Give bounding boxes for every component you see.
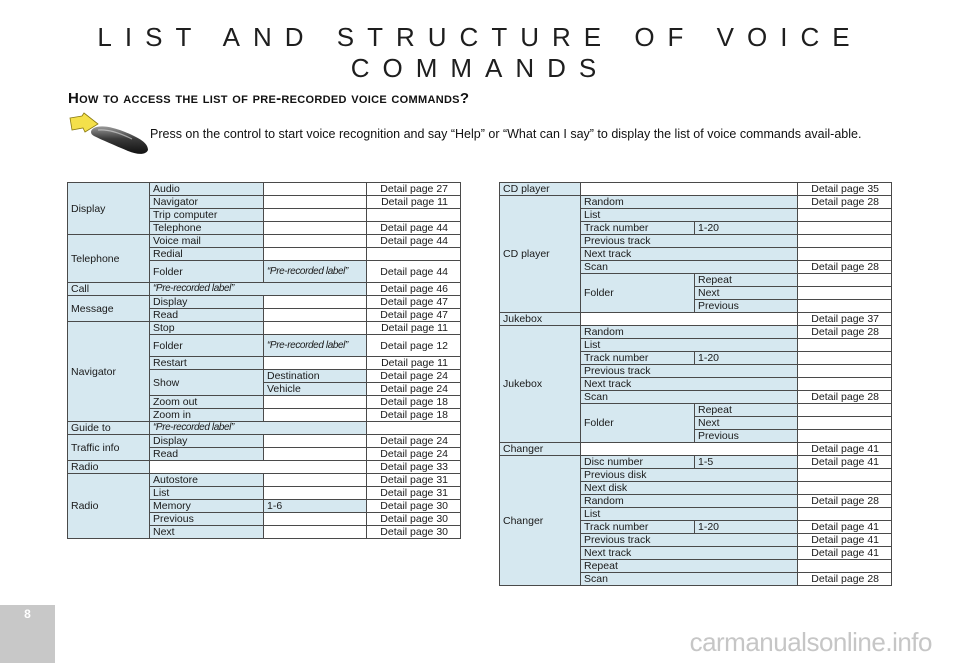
command-category: Traffic info [68,435,150,461]
command: Previous track [581,365,798,378]
detail-page-ref [798,365,892,378]
sub-command [264,248,367,261]
steering-stalk-icon [68,112,150,156]
detail-page-ref [798,417,892,430]
command: Next track [581,248,798,261]
command-category: CD player [500,183,581,196]
detail-page-ref: Detail page 33 [367,461,461,474]
sub-command [264,435,367,448]
detail-page-ref: Detail page 28 [798,573,892,586]
detail-page-ref: Detail page 28 [798,261,892,274]
sub-command [264,487,367,500]
watermark: carmanualsonline.info [689,627,932,657]
detail-page-ref: Detail page 30 [367,526,461,539]
command: Restart [150,357,264,370]
command [581,443,798,456]
table-row [500,443,892,456]
table-row [68,474,461,487]
sub-command [264,396,367,409]
command: Read [150,448,264,461]
sub-command [264,409,367,422]
command: Previous disk [581,469,798,482]
table-row [68,235,461,248]
table-row [500,456,892,469]
detail-page-ref [367,209,461,222]
command: List [581,508,798,521]
detail-page-ref: Detail page 27 [367,183,461,196]
sub-command [264,322,367,335]
table-row [500,196,892,209]
command-category: Changer [500,456,581,586]
sub-command: 1-20 [695,521,798,534]
detail-page-ref: Detail page 37 [798,313,892,326]
command: Disc number [581,456,695,469]
detail-page-ref [798,300,892,313]
command-category: Navigator [68,322,150,422]
sub-command [264,196,367,209]
detail-page-ref [798,222,892,235]
detail-page-ref: Detail page 28 [798,196,892,209]
detail-page-ref: Detail page 18 [367,409,461,422]
command: Navigator [150,196,264,209]
page-title [0,22,960,84]
detail-page-ref [798,352,892,365]
command: Scan [581,391,798,404]
sub-command: Next [695,417,798,430]
command [150,461,367,474]
command: Zoom in [150,409,264,422]
command: Folder [150,335,264,357]
command: Stop [150,322,264,335]
command: List [150,487,264,500]
sub-command [264,357,367,370]
detail-page-ref: Detail page 41 [798,456,892,469]
page-title-line-2: COMMANDS [350,53,610,83]
detail-page-ref [798,430,892,443]
table-row [68,183,461,196]
command: Folder [581,404,695,443]
command: Scan [581,573,798,586]
sub-command: “Pre-recorded label” [264,335,367,357]
detail-page-ref: Detail page 30 [367,513,461,526]
detail-page-ref [798,248,892,261]
sub-command [264,235,367,248]
detail-page-ref: Detail page 28 [798,391,892,404]
command: Previous track [581,534,798,547]
command: Memory [150,500,264,513]
detail-page-ref [798,560,892,573]
command-category: CD player [500,196,581,313]
sub-command [264,474,367,487]
sub-command: Previous [695,300,798,313]
command: Redial [150,248,264,261]
sub-command: Vehicle [264,383,367,396]
voice-commands-table-right [499,182,892,586]
page-title-line-1: LIST AND STRUCTURE OF VOICE [97,22,863,52]
command-category: Radio [68,474,150,539]
command: Track number [581,222,695,235]
command: Random [581,495,798,508]
detail-page-ref: Detail page 31 [367,474,461,487]
command-category: Call [68,283,150,296]
detail-page-ref: Detail page 18 [367,396,461,409]
sub-command [264,222,367,235]
table-row [68,461,461,474]
command: Repeat [581,560,798,573]
command-category: Telephone [68,235,150,283]
command: Folder [150,261,264,283]
table-row [500,313,892,326]
command-category: Message [68,296,150,322]
detail-page-ref [798,339,892,352]
detail-page-ref [798,404,892,417]
detail-page-ref [798,378,892,391]
detail-page-ref: Detail page 41 [798,521,892,534]
command: Next [150,526,264,539]
detail-page-ref [367,422,461,435]
detail-page-ref: Detail page 41 [798,443,892,456]
detail-page-ref [798,209,892,222]
sub-command [264,526,367,539]
table-row [68,322,461,335]
command: Trip computer [150,209,264,222]
table-row [68,422,461,435]
command: Track number [581,521,695,534]
detail-page-ref: Detail page 31 [367,487,461,500]
intro-paragraph: Press on the control to start voice recognition and say “Help” or “What can I say” to display the list of voice commands avail-able. [150,127,862,141]
command: Show [150,370,264,396]
detail-page-ref: Detail page 28 [798,326,892,339]
command: Random [581,196,798,209]
sub-command: Repeat [695,404,798,417]
command: “Pre-recorded label” [150,422,367,435]
command: Next track [581,378,798,391]
command: “Pre-recorded label” [150,283,367,296]
detail-page-ref: Detail page 41 [798,547,892,560]
detail-page-ref: Detail page 11 [367,322,461,335]
detail-page-ref: Detail page 47 [367,309,461,322]
detail-page-ref [367,248,461,261]
sub-command [264,448,367,461]
command: Previous [150,513,264,526]
command: Random [581,326,798,339]
command: Zoom out [150,396,264,409]
detail-page-ref: Detail page 24 [367,435,461,448]
sub-command: Repeat [695,274,798,287]
section-heading: How to access the list of pre-recorded voice commands? [68,90,470,107]
detail-page-ref: Detail page 47 [367,296,461,309]
detail-page-ref [798,482,892,495]
command: Previous track [581,235,798,248]
page-number: 8 [24,607,31,621]
sub-command [264,513,367,526]
sub-command: “Pre-recorded label” [264,261,367,283]
command: Display [150,296,264,309]
sub-command: 1-6 [264,500,367,513]
detail-page-ref [798,508,892,521]
detail-page-ref: Detail page 30 [367,500,461,513]
sub-command: 1-5 [695,456,798,469]
detail-page-ref: Detail page 44 [367,261,461,283]
detail-page-ref [798,287,892,300]
table-row [68,296,461,309]
detail-page-ref: Detail page 44 [367,235,461,248]
command: List [581,339,798,352]
command [581,183,798,196]
sub-command [264,183,367,196]
command-category: Display [68,183,150,235]
command-category: Guide to [68,422,150,435]
command-category: Jukebox [500,313,581,326]
detail-page-ref: Detail page 24 [367,383,461,396]
command: Folder [581,274,695,313]
command: Display [150,435,264,448]
sub-command: Previous [695,430,798,443]
sub-command: 1-20 [695,352,798,365]
command-category: Changer [500,443,581,456]
detail-page-ref: Detail page 12 [367,335,461,357]
command: Next track [581,547,798,560]
command: Audio [150,183,264,196]
detail-page-ref: Detail page 44 [367,222,461,235]
sub-command: 1-20 [695,222,798,235]
table-row [68,435,461,448]
detail-page-ref: Detail page 35 [798,183,892,196]
command: Telephone [150,222,264,235]
detail-page-ref: Detail page 11 [367,196,461,209]
detail-page-ref [798,235,892,248]
command-category: Radio [68,461,150,474]
command: Scan [581,261,798,274]
sub-command [264,209,367,222]
detail-page-ref [798,469,892,482]
command: List [581,209,798,222]
sub-command: Destination [264,370,367,383]
table-row [500,183,892,196]
command-category: Jukebox [500,326,581,443]
detail-page-ref: Detail page 11 [367,357,461,370]
command: Track number [581,352,695,365]
command: Read [150,309,264,322]
sub-command [264,296,367,309]
sub-command: Next [695,287,798,300]
command [581,313,798,326]
detail-page-ref: Detail page 41 [798,534,892,547]
table-row [68,283,461,296]
voice-commands-table-left [67,182,461,539]
detail-page-ref: Detail page 24 [367,370,461,383]
sub-command [264,309,367,322]
command: Autostore [150,474,264,487]
detail-page-ref: Detail page 46 [367,283,461,296]
detail-page-ref [798,274,892,287]
command: Voice mail [150,235,264,248]
command: Next disk [581,482,798,495]
detail-page-ref: Detail page 24 [367,448,461,461]
table-row [500,326,892,339]
detail-page-ref: Detail page 28 [798,495,892,508]
